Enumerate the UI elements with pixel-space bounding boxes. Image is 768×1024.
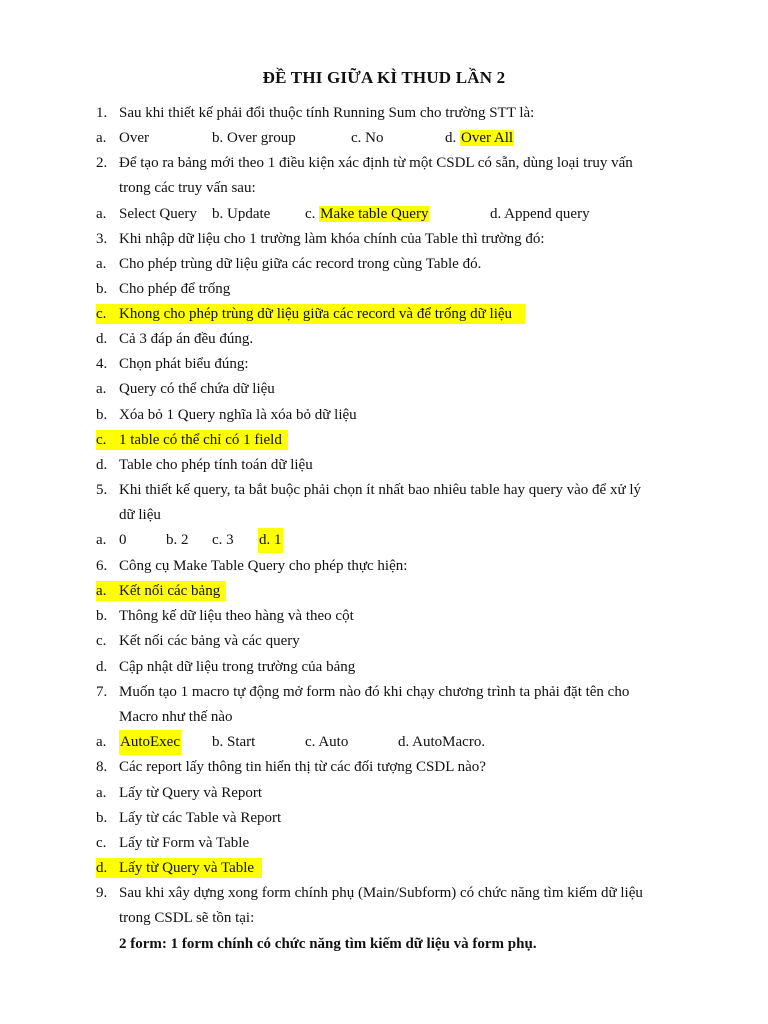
- answer-text: 2 form: 1 form chính có chức năng tìm kiếm dữ liệu và form phụ.: [119, 936, 537, 952]
- question-number: 5.: [96, 482, 108, 498]
- option-d: d. AutoMacro.: [398, 734, 486, 750]
- question-4: [0, 352, 768, 377]
- question-text: Sau khi xây dựng xong form chính phụ (Main/Subform) có chức năng tìm kiếm dữ liệu: [119, 885, 643, 901]
- option-b: b. 2: [166, 532, 189, 548]
- question-6: [0, 554, 768, 579]
- question-9-cont: [0, 906, 768, 931]
- option-a: Over: [119, 130, 149, 146]
- option-d: d. Over All: [445, 130, 514, 146]
- option-a-highlighted: AutoExec: [119, 730, 181, 755]
- option-c: c. Lấy từ Form và Table: [96, 835, 250, 851]
- question-number: 7.: [96, 684, 108, 700]
- question-2-cont: [0, 176, 768, 201]
- option-a: a. Cho phép trùng dữ liệu giữa các record trong cùng Table đó.: [96, 256, 482, 272]
- option-b: b. Start: [212, 734, 256, 750]
- question-1-options: [0, 126, 768, 151]
- option-a-highlighted: a. Kết nối các bảng: [0, 579, 768, 604]
- page-title: ĐỀ THI GIỮA KÌ THUD LẦN 2: [262, 68, 506, 87]
- question-number: 3.: [96, 231, 108, 247]
- question-9-answer: [0, 932, 768, 957]
- question-text: Các report lấy thông tin hiển thị từ các đối tượng CSDL nào?: [119, 759, 486, 775]
- question-text: Muốn tạo 1 macro tự động mở form nào đó khi chạy chương trình ta phải đặt tên cho: [119, 684, 630, 700]
- question-7-cont: [0, 705, 768, 730]
- question-5-cont: [0, 503, 768, 528]
- option-b: b. Update: [212, 206, 271, 222]
- option-label: a.: [96, 130, 107, 146]
- question-7: [0, 680, 768, 705]
- question-number: 4.: [96, 356, 108, 372]
- question-8: [0, 755, 768, 780]
- question-text: Khi nhập dữ liệu cho 1 trường làm khóa chính của Table thì trường đó:: [119, 231, 545, 247]
- question-text: Macro như thế nào: [119, 709, 233, 725]
- question-text: Chọn phát biểu đúng:: [119, 356, 249, 372]
- option-a: Select Query: [119, 206, 197, 222]
- option-d-highlighted: d. 1: [258, 528, 283, 553]
- option-a: a. Query có thể chứa dữ liệu: [96, 381, 275, 397]
- question-number: 9.: [96, 885, 108, 901]
- option-c: c. Make table Query: [305, 206, 429, 222]
- question-5: [0, 478, 768, 503]
- question-number: 8.: [96, 759, 108, 775]
- option-c-highlighted: c. Khong cho phép trùng dữ liệu giữa các record và để trống dữ liệu: [0, 302, 768, 327]
- option-b: b. Xóa bỏ 1 Query nghĩa là xóa bỏ dữ liệu: [96, 407, 357, 423]
- question-text: trong các truy vấn sau:: [119, 180, 256, 196]
- question-text: dữ liệu: [119, 507, 161, 523]
- option-d: d. Append query: [490, 206, 590, 222]
- question-9: [0, 881, 768, 906]
- option-label: a.: [96, 206, 107, 222]
- option-d: d. Cả 3 đáp án đều đúng.: [96, 331, 254, 347]
- option-d: d. Table cho phép tính toán dữ liệu: [96, 457, 313, 473]
- option-b: b. Thông kế dữ liệu theo hàng và theo cột: [96, 608, 354, 624]
- question-5-options: [0, 528, 768, 553]
- option-c-highlighted: c. 1 table có thể chỉ có 1 field: [0, 428, 768, 453]
- option-b: b. Over group: [212, 130, 296, 146]
- question-number: 6.: [96, 558, 108, 574]
- question-text: Công cụ Make Table Query cho phép thực hiện:: [119, 558, 408, 574]
- question-7-options: [0, 730, 768, 755]
- option-b: b. Cho phép để trống: [96, 281, 231, 297]
- option-a: a. Lấy từ Query và Report: [96, 785, 263, 801]
- highlighted-answer: Over All: [461, 130, 514, 146]
- question-2-options: [0, 202, 768, 227]
- option-c: c. 3: [212, 532, 234, 548]
- question-text: Sau khi thiết kế phải đổi thuộc tính Running Sum cho trường STT là:: [119, 105, 535, 121]
- option-c: c. Kết nối các bảng và các query: [96, 633, 300, 649]
- option-d: d. Cập nhật dữ liệu trong trường của bảng: [96, 659, 356, 675]
- option-c: c. No: [351, 130, 384, 146]
- question-text: Để tạo ra bảng mới theo 1 điều kiện xác định từ một CSDL có sẵn, dùng loại truy vấn: [119, 155, 633, 171]
- option-b: b. Lấy từ các Table và Report: [96, 810, 282, 826]
- option-d-highlighted: d. Lấy từ Query và Table: [0, 856, 768, 881]
- question-1: [0, 101, 768, 126]
- option-label: a.: [96, 532, 107, 548]
- question-3: [0, 227, 768, 252]
- question-text: trong CSDL sẽ tồn tại:: [119, 910, 255, 926]
- question-2: [0, 151, 768, 176]
- option-c: c. Auto: [305, 734, 349, 750]
- option-label: a.: [96, 734, 107, 750]
- question-number: 1.: [96, 105, 108, 121]
- highlighted-answer: Make table Query: [320, 206, 429, 222]
- question-number: 2.: [96, 155, 108, 171]
- question-text: Khi thiết kế query, ta bắt buộc phải chọn ít nhất bao nhiêu table hay query vào để xử lý: [119, 482, 642, 498]
- option-a: 0: [119, 532, 127, 548]
